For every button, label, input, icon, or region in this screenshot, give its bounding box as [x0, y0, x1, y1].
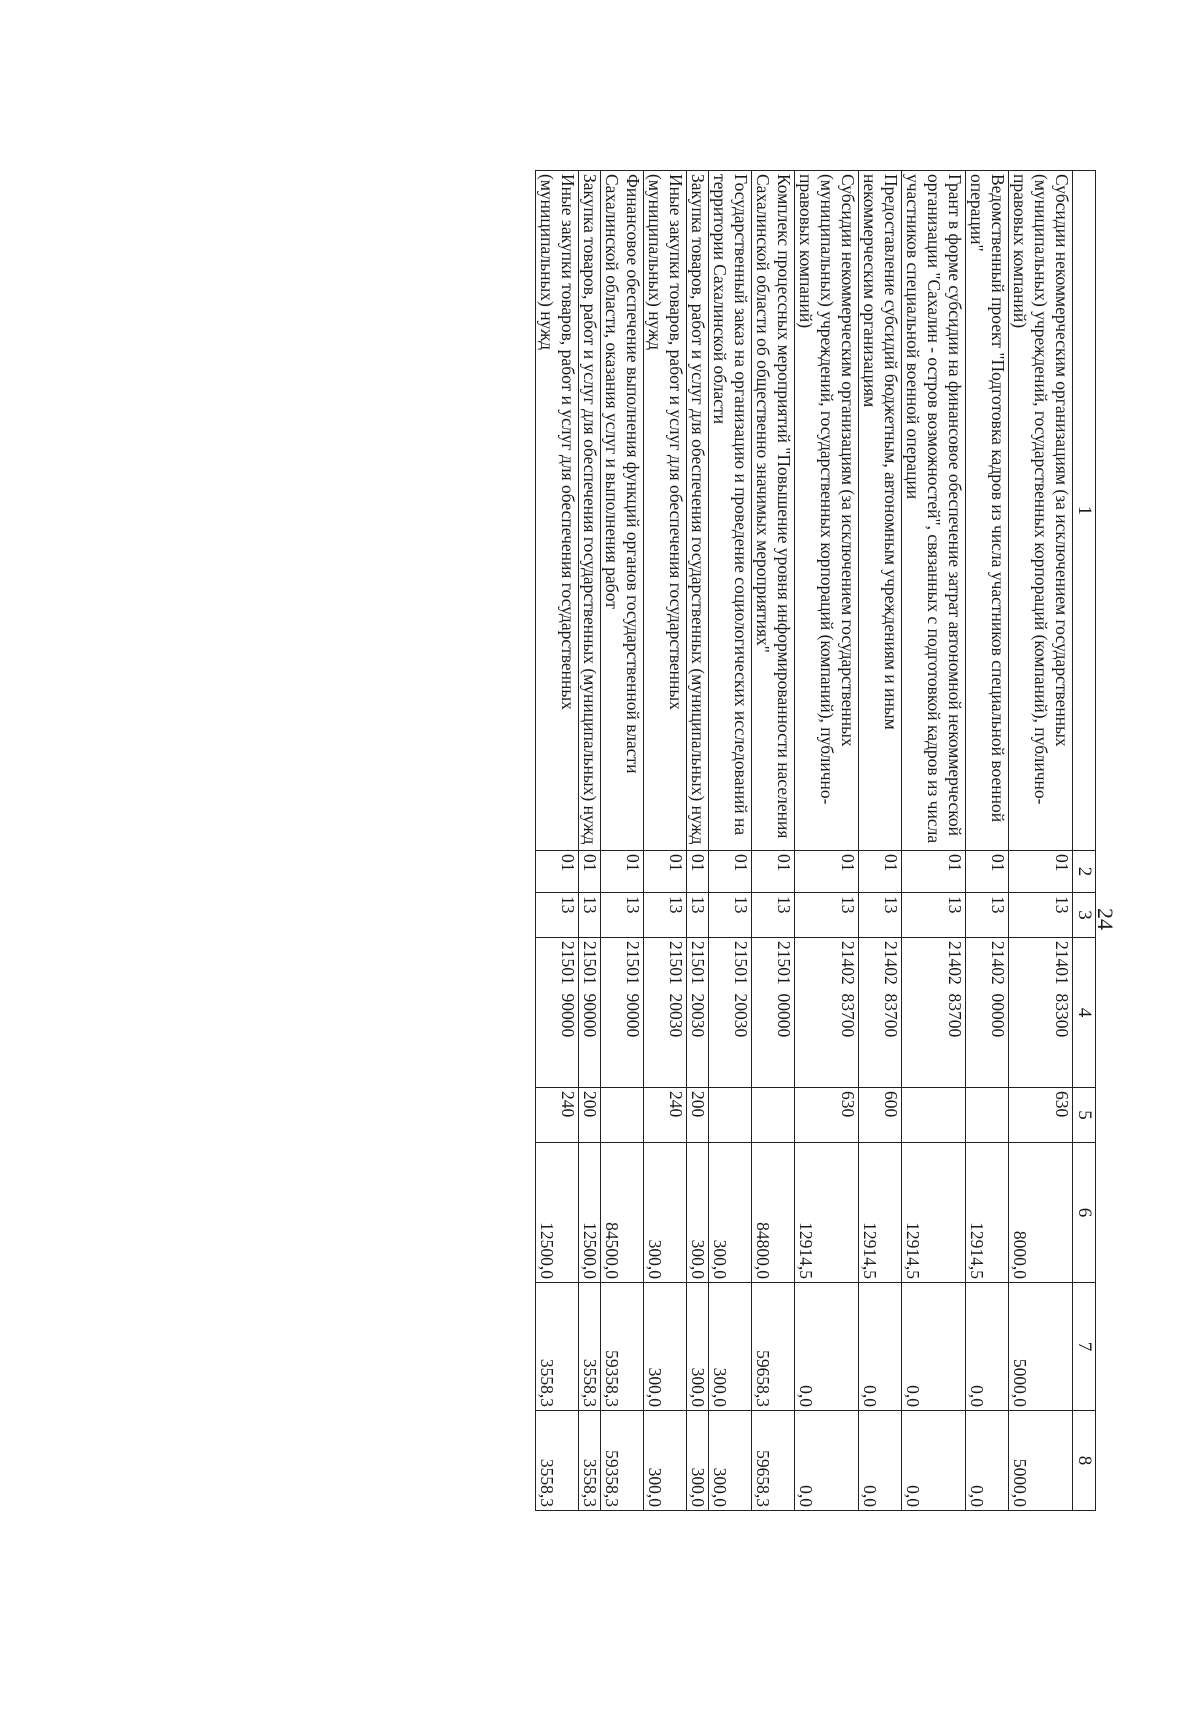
row-amount-year1-cell: 12500,0: [579, 1143, 601, 1283]
table-row: [709, 171, 752, 1511]
row-section-cell: 01: [687, 851, 709, 893]
row-section-cell: 01: [601, 851, 644, 893]
row-target-article-cell: 21501 20030: [644, 938, 687, 1088]
budget-table-frame: [535, 170, 1096, 1510]
row-section-cell: 01: [644, 851, 687, 893]
row-target-article-cell: 21501 20030: [709, 938, 752, 1088]
row-amount-year2-cell: 3558,3: [579, 1283, 601, 1411]
row-amount-year1-cell: 300,0: [687, 1143, 709, 1283]
row-target-article-cell: 21501 90000: [536, 938, 579, 1088]
row-amount-year2-cell: 0,0: [966, 1283, 1009, 1411]
row-amount-year3-cell: 0,0: [795, 1411, 859, 1511]
row-amount-year3-cell: 3558,3: [536, 1411, 579, 1511]
table-row: [536, 171, 579, 1511]
row-subsection-cell: 13: [601, 893, 644, 938]
header-col-5: 5: [1073, 1088, 1096, 1143]
row-name-cell: Субсидии некоммерческим организациям (за исключением государственных (муниципальных) учреждений, государственных корпораций (компаний), публично-правовых компаний): [795, 171, 859, 851]
table-header: [1073, 171, 1096, 1511]
row-amount-year3-cell: 0,0: [902, 1411, 966, 1511]
table-row: [902, 171, 966, 1511]
row-name-cell: Комплекс процессных мероприятий "Повышение уровня информированности населения Сахалинской области об общественно значимых мероприятиях": [752, 171, 795, 851]
table-row: [579, 171, 601, 1511]
row-section-cell: 01: [966, 851, 1009, 893]
row-amount-year1-cell: 12914,5: [795, 1143, 859, 1283]
row-expense-type-cell: 630: [1009, 1088, 1073, 1143]
row-expense-type-cell: [902, 1088, 966, 1143]
row-name-cell: Финансовое обеспечение выполнения функций органов государственной власти Сахалинской области, оказания услуг и выполнения работ: [601, 171, 644, 851]
row-subsection-cell: 13: [1009, 893, 1073, 938]
row-amount-year1-cell: 84500,0: [601, 1143, 644, 1283]
header-col-6: 6: [1073, 1143, 1096, 1283]
row-section-cell: 01: [1009, 851, 1073, 893]
row-subsection-cell: 13: [966, 893, 1009, 938]
row-expense-type-cell: [601, 1088, 644, 1143]
row-amount-year2-cell: 3558,3: [536, 1283, 579, 1411]
row-section-cell: 01: [795, 851, 859, 893]
row-amount-year2-cell: 300,0: [709, 1283, 752, 1411]
row-target-article-cell: 21401 83300: [1009, 938, 1073, 1088]
row-subsection-cell: 13: [579, 893, 601, 938]
row-amount-year3-cell: 300,0: [687, 1411, 709, 1511]
row-subsection-cell: 13: [536, 893, 579, 938]
row-name-cell: Иные закупки товаров, работ и услуг для обеспечения государственных (муниципальных) нужд: [644, 171, 687, 851]
table-row: [795, 171, 859, 1511]
row-amount-year3-cell: 0,0: [966, 1411, 1009, 1511]
row-target-article-cell: 21501 20030: [687, 938, 709, 1088]
row-name-cell: Грант в форме субсидии на финансовое обеспечение затрат автономной некоммерческой организации "Сахалин - остров возможностей", связанных с подготовкой кадров из числа участников специальной военной операции: [902, 171, 966, 851]
row-name-cell: Субсидии некоммерческим организациям (за исключением государственных (муниципальных) учреждений, государственных корпораций (компаний), публично-правовых компаний): [1009, 171, 1073, 851]
row-subsection-cell: 13: [644, 893, 687, 938]
row-expense-type-cell: 240: [644, 1088, 687, 1143]
row-target-article-cell: 21402 83700: [902, 938, 966, 1088]
row-amount-year3-cell: 59658,3: [752, 1411, 795, 1511]
row-subsection-cell: 13: [687, 893, 709, 938]
row-subsection-cell: 13: [859, 893, 902, 938]
table-row: [644, 171, 687, 1511]
row-name-cell: Государственный заказ на организацию и проведение социологических исследований на территории Сахалинской области: [709, 171, 752, 851]
row-amount-year1-cell: 300,0: [709, 1143, 752, 1283]
header-col-7: 7: [1073, 1283, 1096, 1411]
row-expense-type-cell: 200: [687, 1088, 709, 1143]
header-row: [1073, 171, 1096, 1511]
row-amount-year1-cell: 12914,5: [859, 1143, 902, 1283]
header-col-4: 4: [1073, 938, 1096, 1088]
row-amount-year1-cell: 84800,0: [752, 1143, 795, 1283]
row-expense-type-cell: [752, 1088, 795, 1143]
row-expense-type-cell: [709, 1088, 752, 1143]
row-amount-year3-cell: 300,0: [644, 1411, 687, 1511]
row-amount-year3-cell: 300,0: [709, 1411, 752, 1511]
row-amount-year1-cell: 8000,0: [1009, 1143, 1073, 1283]
row-section-cell: 01: [709, 851, 752, 893]
header-col-2: 2: [1073, 851, 1096, 893]
row-amount-year3-cell: 0,0: [859, 1411, 902, 1511]
row-amount-year2-cell: 300,0: [644, 1283, 687, 1411]
header-col-8: 8: [1073, 1411, 1096, 1511]
table-row: [1009, 171, 1073, 1511]
budget-table: [535, 170, 1096, 1511]
row-expense-type-cell: 240: [536, 1088, 579, 1143]
table-body: [536, 171, 1073, 1511]
table-row: [601, 171, 644, 1511]
row-expense-type-cell: 200: [579, 1088, 601, 1143]
row-target-article-cell: 21501 90000: [579, 938, 601, 1088]
header-col-1: 1: [1073, 171, 1096, 851]
row-amount-year3-cell: 59358,3: [601, 1411, 644, 1511]
row-subsection-cell: 13: [709, 893, 752, 938]
row-amount-year3-cell: 3558,3: [579, 1411, 601, 1511]
row-amount-year2-cell: 59358,3: [601, 1283, 644, 1411]
row-name-cell: Предоставление субсидий бюджетным, автономным учреждениям и иным некоммерческим организациям: [859, 171, 902, 851]
row-amount-year1-cell: 300,0: [644, 1143, 687, 1283]
row-target-article-cell: 21402 00000: [966, 938, 1009, 1088]
row-amount-year2-cell: 5000,0: [1009, 1283, 1073, 1411]
row-section-cell: 01: [579, 851, 601, 893]
row-amount-year1-cell: 12500,0: [536, 1143, 579, 1283]
table-row: [752, 171, 795, 1511]
table-row: [966, 171, 1009, 1511]
row-name-cell: Ведомственный проект "Подготовка кадров из числа участников специальной военной операции": [966, 171, 1009, 851]
row-target-article-cell: 21501 00000: [752, 938, 795, 1088]
row-expense-type-cell: 600: [859, 1088, 902, 1143]
row-name-cell: Иные закупки товаров, работ и услуг для обеспечения государственных (муниципальных) нужд: [536, 171, 579, 851]
row-amount-year3-cell: 5000,0: [1009, 1411, 1073, 1511]
row-amount-year1-cell: 12914,5: [902, 1143, 966, 1283]
row-target-article-cell: 21402 83700: [859, 938, 902, 1088]
row-amount-year1-cell: 12914,5: [966, 1143, 1009, 1283]
row-amount-year2-cell: 0,0: [795, 1283, 859, 1411]
row-section-cell: 01: [752, 851, 795, 893]
row-section-cell: 01: [902, 851, 966, 893]
row-subsection-cell: 13: [902, 893, 966, 938]
row-expense-type-cell: [966, 1088, 1009, 1143]
table-row: [859, 171, 902, 1511]
row-section-cell: 01: [536, 851, 579, 893]
row-subsection-cell: 13: [752, 893, 795, 938]
header-col-3: 3: [1073, 893, 1096, 938]
row-name-cell: Закупка товаров, работ и услуг для обеспечения государственных (муниципальных) нужд: [687, 171, 709, 851]
row-subsection-cell: 13: [795, 893, 859, 938]
row-amount-year2-cell: 300,0: [687, 1283, 709, 1411]
row-section-cell: 01: [859, 851, 902, 893]
row-expense-type-cell: 630: [795, 1088, 859, 1143]
row-amount-year2-cell: 0,0: [902, 1283, 966, 1411]
row-target-article-cell: 21402 83700: [795, 938, 859, 1088]
row-name-cell: Закупка товаров, работ и услуг для обеспечения государственных (муниципальных) нужд: [579, 171, 601, 851]
row-amount-year2-cell: 0,0: [859, 1283, 902, 1411]
row-amount-year2-cell: 59658,3: [752, 1283, 795, 1411]
row-target-article-cell: 21501 90000: [601, 938, 644, 1088]
table-row: [687, 171, 709, 1511]
page-number: 24: [1093, 908, 1118, 930]
